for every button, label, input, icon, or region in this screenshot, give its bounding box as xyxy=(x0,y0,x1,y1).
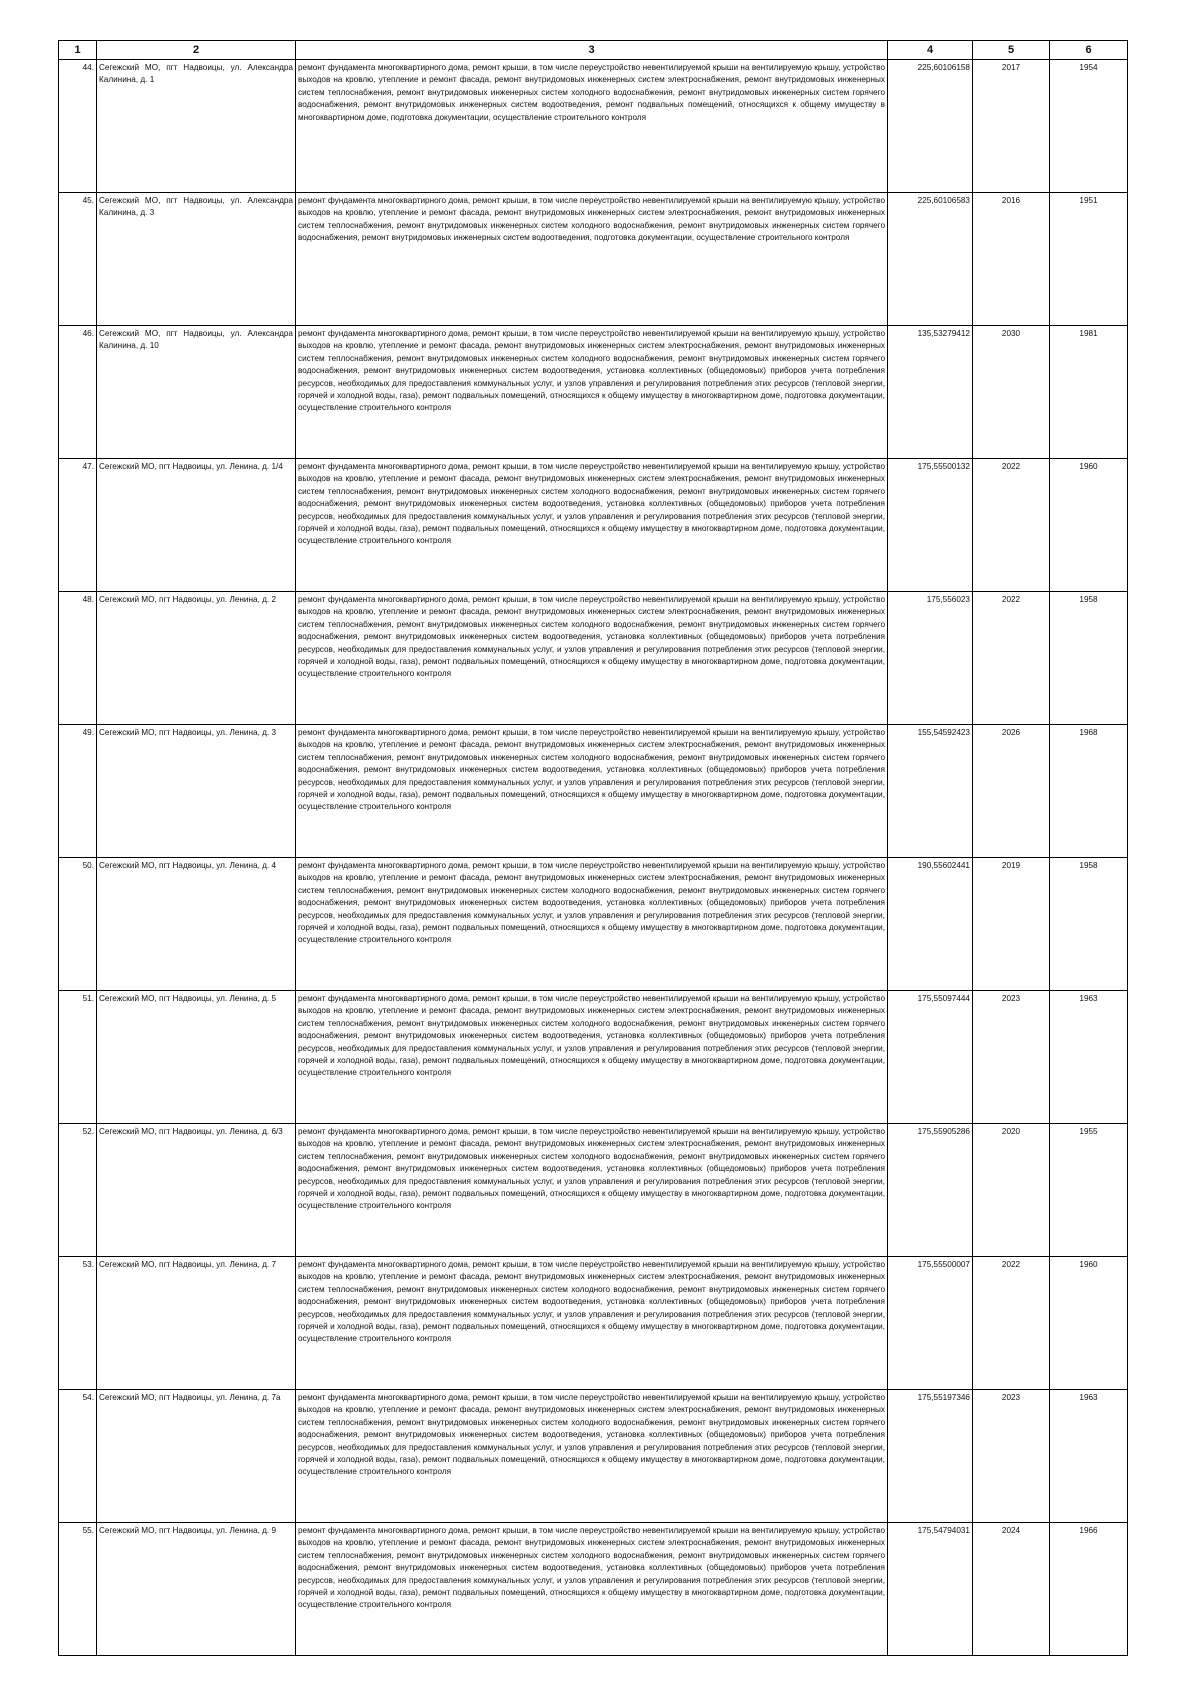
row-built: 1960 xyxy=(1050,459,1128,592)
row-year: 2020 xyxy=(973,1124,1050,1257)
row-number: 48. xyxy=(59,592,97,725)
row-year: 2017 xyxy=(973,60,1050,193)
row-built: 1966 xyxy=(1050,1523,1128,1656)
row-address: Сегежский МО, пгт Надвоицы, ул. Александра Калинина, д. 10 xyxy=(97,326,296,459)
row-number: 47. xyxy=(59,459,97,592)
row-cost: 225,60106583 xyxy=(888,193,973,326)
row-built: 1968 xyxy=(1050,725,1128,858)
row-number: 54. xyxy=(59,1390,97,1523)
row-cost: 225,60106158 xyxy=(888,60,973,193)
row-address: Сегежский МО, пгт Надвоицы, ул. Ленина, д. 2 xyxy=(97,592,296,725)
row-address: Сегежский МО, пгт Надвоицы, ул. Ленина, д. 5 xyxy=(97,991,296,1124)
row-built: 1955 xyxy=(1050,1124,1128,1257)
row-year: 2030 xyxy=(973,326,1050,459)
row-year: 2023 xyxy=(973,1390,1050,1523)
table-row xyxy=(59,459,1128,592)
row-address: Сегежский МО, пгт Надвоицы, ул. Александра Калинина, д. 1 xyxy=(97,60,296,193)
row-built: 1951 xyxy=(1050,193,1128,326)
col-header-6: 6 xyxy=(1050,41,1128,60)
row-year: 2024 xyxy=(973,1523,1050,1656)
row-number: 50. xyxy=(59,858,97,991)
row-year: 2019 xyxy=(973,858,1050,991)
row-works: ремонт фундамента многоквартирного дома, ремонт крыши, в том числе переустройство невентилируемой крыши на вентилируемую крышу, устройство выходов на кровлю, утепление и ремонт фасада, ремонт внутридомовых инженерных систем электроснабжения, ремонт внутридомовых инженерных систем теплоснабжения, ремонт внутридомовых инженерных систем холодного водоснабжения, ремонт внутридомовых инженерных систем горячего водоснабжения, ремонт внутридомовых инженерных систем водоотведения, установка коллективных (общедомовых) приборов учета потребления ресурсов, необходимых для предоставления коммунальных услуг, и узлов управления и регулирования потребления этих ресурсов (тепловой энергии, горячей и холодной воды, газа), ремонт подвальных помещений, относящихся к общему имуществу в многоквартирном доме, подготовка документации, осуществление строительного контроля xyxy=(296,592,888,725)
row-number: 45. xyxy=(59,193,97,326)
row-works: ремонт фундамента многоквартирного дома, ремонт крыши, в том числе переустройство невентилируемой крыши на вентилируемую крышу, устройство выходов на кровлю, утепление и ремонт фасада, ремонт внутридомовых инженерных систем электроснабжения, ремонт внутридомовых инженерных систем теплоснабжения, ремонт внутридомовых инженерных систем холодного водоснабжения, ремонт внутридомовых инженерных систем горячего водоснабжения, ремонт внутридомовых инженерных систем водоотведения, установка коллективных (общедомовых) приборов учета потребления ресурсов, необходимых для предоставления коммунальных услуг, и узлов управления и регулирования потребления этих ресурсов (тепловой энергии, горячей и холодной воды, газа), ремонт подвальных помещений, относящихся к общему имуществу в многоквартирном доме, подготовка документации, осуществление строительного контроля xyxy=(296,991,888,1124)
row-year: 2022 xyxy=(973,1257,1050,1390)
col-header-5: 5 xyxy=(973,41,1050,60)
table-row xyxy=(59,1390,1128,1523)
row-address: Сегежский МО, пгт Надвоицы, ул. Ленина, д. 7 xyxy=(97,1257,296,1390)
row-number: 44. xyxy=(59,60,97,193)
row-works: ремонт фундамента многоквартирного дома, ремонт крыши, в том числе переустройство невентилируемой крыши на вентилируемую крышу, устройство выходов на кровлю, утепление и ремонт фасада, ремонт внутридомовых инженерных систем электроснабжения, ремонт внутридомовых инженерных систем теплоснабжения, ремонт внутридомовых инженерных систем холодного водоснабжения, ремонт внутридомовых инженерных систем горячего водоснабжения, ремонт внутридомовых инженерных систем водоотведения, установка коллективных (общедомовых) приборов учета потребления ресурсов, необходимых для предоставления коммунальных услуг, и узлов управления и регулирования потребления этих ресурсов (тепловой энергии, горячей и холодной воды, газа), ремонт подвальных помещений, относящихся к общему имуществу в многоквартирном доме, подготовка документации, осуществление строительного контроля xyxy=(296,1523,888,1656)
row-works: ремонт фундамента многоквартирного дома, ремонт крыши, в том числе переустройство невентилируемой крыши на вентилируемую крышу, устройство выходов на кровлю, утепление и ремонт фасада, ремонт внутридомовых инженерных систем электроснабжения, ремонт внутридомовых инженерных систем теплоснабжения, ремонт внутридомовых инженерных систем холодного водоснабжения, ремонт внутридомовых инженерных систем горячего водоснабжения, ремонт внутридомовых инженерных систем водоотведения, установка коллективных (общедомовых) приборов учета потребления ресурсов, необходимых для предоставления коммунальных услуг, и узлов управления и регулирования потребления этих ресурсов (тепловой энергии, горячей и холодной воды, газа), ремонт подвальных помещений, относящихся к общему имуществу в многоквартирном доме, подготовка документации, осуществление строительного контроля xyxy=(296,858,888,991)
row-cost: 190,55602441 xyxy=(888,858,973,991)
table-row xyxy=(59,1124,1128,1257)
row-address: Сегежский МО, пгт Надвоицы, ул. Ленина, д. 7а xyxy=(97,1390,296,1523)
row-built: 1954 xyxy=(1050,60,1128,193)
table-row xyxy=(59,326,1128,459)
row-built: 1963 xyxy=(1050,991,1128,1124)
row-works: ремонт фундамента многоквартирного дома, ремонт крыши, в том числе переустройство невентилируемой крыши на вентилируемую крышу, устройство выходов на кровлю, утепление и ремонт фасада, ремонт внутридомовых инженерных систем электроснабжения, ремонт внутридомовых инженерных систем теплоснабжения, ремонт внутридомовых инженерных систем холодного водоснабжения, ремонт внутридомовых инженерных систем горячего водоснабжения, ремонт внутридомовых инженерных систем водоотведения, установка коллективных (общедомовых) приборов учета потребления ресурсов, необходимых для предоставления коммунальных услуг, и узлов управления и регулирования потребления этих ресурсов (тепловой энергии, горячей и холодной воды, газа), ремонт подвальных помещений, относящихся к общему имуществу в многоквартирном доме, подготовка документации, осуществление строительного контроля xyxy=(296,1124,888,1257)
table-row xyxy=(59,858,1128,991)
row-built: 1981 xyxy=(1050,326,1128,459)
row-works: ремонт фундамента многоквартирного дома, ремонт крыши, в том числе переустройство невентилируемой крыши на вентилируемую крышу, устройство выходов на кровлю, утепление и ремонт фасада, ремонт внутридомовых инженерных систем электроснабжения, ремонт внутридомовых инженерных систем теплоснабжения, ремонт внутридомовых инженерных систем холодного водоснабжения, ремонт внутридомовых инженерных систем горячего водоснабжения, ремонт внутридомовых инженерных систем водоотведения, установка коллективных (общедомовых) приборов учета потребления ресурсов, необходимых для предоставления коммунальных услуг, и узлов управления и регулирования потребления этих ресурсов (тепловой энергии, горячей и холодной воды, газа), ремонт подвальных помещений, относящихся к общему имуществу в многоквартирном доме, подготовка документации, осуществление строительного контроля xyxy=(296,326,888,459)
row-works: ремонт фундамента многоквартирного дома, ремонт крыши, в том числе переустройство невентилируемой крыши на вентилируемую крышу, устройство выходов на кровлю, утепление и ремонт фасада, ремонт внутридомовых инженерных систем электроснабжения, ремонт внутридомовых инженерных систем теплоснабжения, ремонт внутридомовых инженерных систем холодного водоснабжения, ремонт внутридомовых инженерных систем горячего водоснабжения, ремонт внутридомовых инженерных систем водоотведения, ремонт подвальных помещений, относящихся к общему имуществу в многоквартирном доме, подготовка документации, осуществление строительного контроля xyxy=(296,60,888,193)
row-works: ремонт фундамента многоквартирного дома, ремонт крыши, в том числе переустройство невентилируемой крыши на вентилируемую крышу, устройство выходов на кровлю, утепление и ремонт фасада, ремонт внутридомовых инженерных систем электроснабжения, ремонт внутридомовых инженерных систем теплоснабжения, ремонт внутридомовых инженерных систем холодного водоснабжения, ремонт внутридомовых инженерных систем горячего водоснабжения, ремонт внутридомовых инженерных систем водоотведения, установка коллективных (общедомовых) приборов учета потребления ресурсов, необходимых для предоставления коммунальных услуг, и узлов управления и регулирования потребления этих ресурсов (тепловой энергии, горячей и холодной воды, газа), ремонт подвальных помещений, относящихся к общему имуществу в многоквартирном доме, подготовка документации, осуществление строительного контроля xyxy=(296,1390,888,1523)
row-built: 1963 xyxy=(1050,1390,1128,1523)
row-cost: 175,54794031 xyxy=(888,1523,973,1656)
row-works: ремонт фундамента многоквартирного дома, ремонт крыши, в том числе переустройство невентилируемой крыши на вентилируемую крышу, устройство выходов на кровлю, утепление и ремонт фасада, ремонт внутридомовых инженерных систем электроснабжения, ремонт внутридомовых инженерных систем теплоснабжения, ремонт внутридомовых инженерных систем холодного водоснабжения, ремонт внутридомовых инженерных систем горячего водоснабжения, ремонт внутридомовых инженерных систем водоотведения, установка коллективных (общедомовых) приборов учета потребления ресурсов, необходимых для предоставления коммунальных услуг, и узлов управления и регулирования потребления этих ресурсов (тепловой энергии, горячей и холодной воды, газа), ремонт подвальных помещений, относящихся к общему имуществу в многоквартирном доме, подготовка документации, осуществление строительного контроля xyxy=(296,1257,888,1390)
row-cost: 175,55097444 xyxy=(888,991,973,1124)
row-address: Сегежский МО, пгт Надвоицы, ул. Александра Калинина, д. 3 xyxy=(97,193,296,326)
row-number: 46. xyxy=(59,326,97,459)
row-number: 49. xyxy=(59,725,97,858)
row-works: ремонт фундамента многоквартирного дома, ремонт крыши, в том числе переустройство невентилируемой крыши на вентилируемую крышу, устройство выходов на кровлю, утепление и ремонт фасада, ремонт внутридомовых инженерных систем электроснабжения, ремонт внутридомовых инженерных систем теплоснабжения, ремонт внутридомовых инженерных систем холодного водоснабжения, ремонт внутридомовых инженерных систем горячего водоснабжения, ремонт внутридомовых инженерных систем водоотведения, подготовка документации, осуществление строительного контроля xyxy=(296,193,888,326)
row-cost: 175,55197346 xyxy=(888,1390,973,1523)
col-header-3: 3 xyxy=(296,41,888,60)
row-year: 2022 xyxy=(973,592,1050,725)
row-works: ремонт фундамента многоквартирного дома, ремонт крыши, в том числе переустройство невентилируемой крыши на вентилируемую крышу, устройство выходов на кровлю, утепление и ремонт фасада, ремонт внутридомовых инженерных систем электроснабжения, ремонт внутридомовых инженерных систем теплоснабжения, ремонт внутридомовых инженерных систем холодного водоснабжения, ремонт внутридомовых инженерных систем горячего водоснабжения, ремонт внутридомовых инженерных систем водоотведения, установка коллективных (общедомовых) приборов учета потребления ресурсов, необходимых для предоставления коммунальных услуг, и узлов управления и регулирования потребления этих ресурсов (тепловой энергии, горячей и холодной воды, газа), ремонт подвальных помещений, относящихся к общему имуществу в многоквартирном доме, подготовка документации, осуществление строительного контроля xyxy=(296,459,888,592)
col-header-4: 4 xyxy=(888,41,973,60)
row-works: ремонт фундамента многоквартирного дома, ремонт крыши, в том числе переустройство невентилируемой крыши на вентилируемую крышу, устройство выходов на кровлю, утепление и ремонт фасада, ремонт внутридомовых инженерных систем электроснабжения, ремонт внутридомовых инженерных систем теплоснабжения, ремонт внутридомовых инженерных систем холодного водоснабжения, ремонт внутридомовых инженерных систем горячего водоснабжения, ремонт внутридомовых инженерных систем водоотведения, установка коллективных (общедомовых) приборов учета потребления ресурсов, необходимых для предоставления коммунальных услуг, и узлов управления и регулирования потребления этих ресурсов (тепловой энергии, горячей и холодной воды, газа), ремонт подвальных помещений, относящихся к общему имуществу в многоквартирном доме, подготовка документации, осуществление строительного контроля xyxy=(296,725,888,858)
col-header-2: 2 xyxy=(97,41,296,60)
row-built: 1958 xyxy=(1050,858,1128,991)
header-row xyxy=(59,41,1128,60)
row-number: 55. xyxy=(59,1523,97,1656)
row-cost: 175,556023 xyxy=(888,592,973,725)
table-row xyxy=(59,1523,1128,1656)
row-address: Сегежский МО, пгт Надвоицы, ул. Ленина, д. 3 xyxy=(97,725,296,858)
row-address: Сегежский МО, пгт Надвоицы, ул. Ленина, д. 4 xyxy=(97,858,296,991)
works-table xyxy=(58,40,1128,1656)
row-built: 1958 xyxy=(1050,592,1128,725)
row-year: 2026 xyxy=(973,725,1050,858)
col-header-1: 1 xyxy=(59,41,97,60)
table-row xyxy=(59,725,1128,858)
row-year: 2022 xyxy=(973,459,1050,592)
row-number: 53. xyxy=(59,1257,97,1390)
table-row xyxy=(59,193,1128,326)
row-address: Сегежский МО, пгт Надвоицы, ул. Ленина, д. 1/4 xyxy=(97,459,296,592)
row-cost: 175,55500007 xyxy=(888,1257,973,1390)
table-row xyxy=(59,60,1128,193)
row-year: 2023 xyxy=(973,991,1050,1124)
row-address: Сегежский МО, пгт Надвоицы, ул. Ленина, д. 9 xyxy=(97,1523,296,1656)
table-row xyxy=(59,991,1128,1124)
row-cost: 175,55905286 xyxy=(888,1124,973,1257)
table-row xyxy=(59,1257,1128,1390)
row-number: 52. xyxy=(59,1124,97,1257)
row-year: 2016 xyxy=(973,193,1050,326)
table-row xyxy=(59,592,1128,725)
row-cost: 155,54592423 xyxy=(888,725,973,858)
row-cost: 175,55500132 xyxy=(888,459,973,592)
row-cost: 135,53279412 xyxy=(888,326,973,459)
row-number: 51. xyxy=(59,991,97,1124)
row-address: Сегежский МО, пгт Надвоицы, ул. Ленина, д. 6/3 xyxy=(97,1124,296,1257)
row-built: 1960 xyxy=(1050,1257,1128,1390)
